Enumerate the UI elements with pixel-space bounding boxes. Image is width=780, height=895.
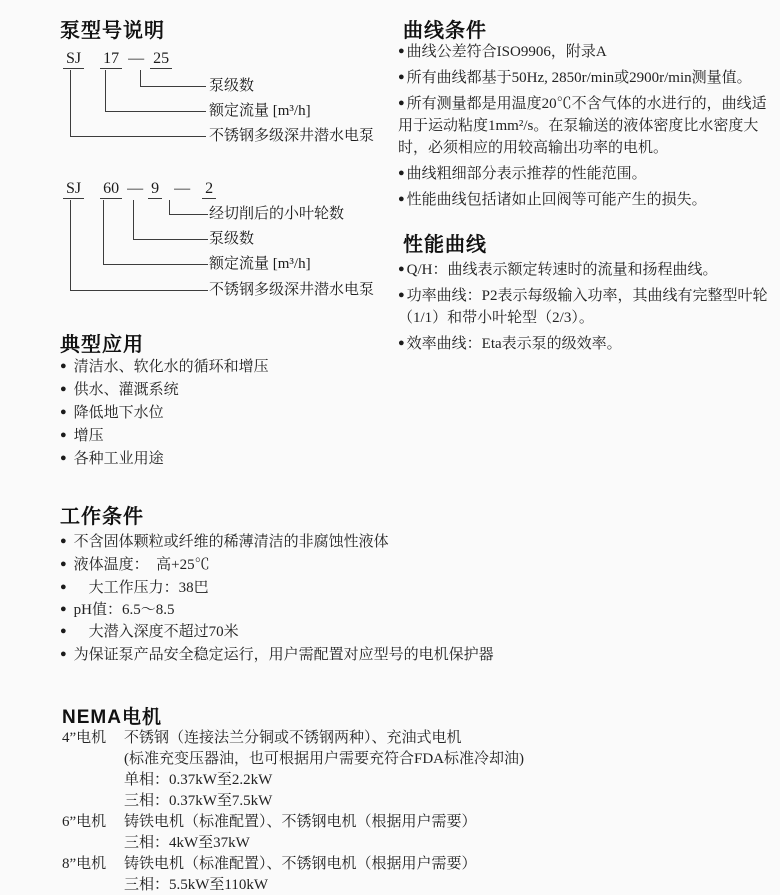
list-item (60, 598, 175, 619)
model-token-stages: 25 (150, 50, 172, 69)
list-item (60, 620, 239, 641)
list-item-text: 为保证泵产品安全稳定运行，用户需配置对应型号的电机保护器 (73, 647, 494, 663)
motor-spec-lines (124, 854, 662, 895)
list-item (398, 66, 772, 89)
motor-spec-line: 不锈钢（连接法兰分铜或不锈钢两种）、充油式电机 (124, 730, 462, 746)
list-item-text: 大工作压力：38巴 (73, 580, 209, 596)
callout-series: 不锈钢多级深井潜水电泵 (209, 282, 375, 298)
list-item (60, 576, 209, 597)
motor-spec-line: 单相：0.37kW至2.2kW (124, 772, 273, 788)
bullet-icon: ● (398, 97, 405, 109)
motor-spec-line: 三相：4kW至37kW (124, 835, 250, 851)
list-item-text: 曲线公差符合ISO9906，附录A (406, 44, 607, 60)
list-item (60, 643, 494, 664)
list-item-text: 降低地下水位 (73, 405, 164, 421)
nema-row (62, 854, 662, 895)
performance-curves-list (398, 258, 772, 358)
motor-spec-line: 铸铁电机（标准配置）、不锈钢电机（根据用户需要） (124, 814, 477, 830)
list-item (60, 530, 389, 551)
bullet-icon: ● (398, 337, 405, 349)
callout-flow: 额定流量 [m³/h] (209, 256, 311, 272)
curve-conditions-list (398, 40, 772, 214)
motor-spec-line: 铸铁电机（标准配置）、不锈钢电机（根据用户需要） (124, 856, 477, 872)
model-dash: — (174, 180, 191, 197)
bullet-icon: ● (60, 452, 67, 464)
list-item-text: 功率曲线：P2表示每级输入功率，其曲线有完整型叶轮（1/1）和带小叶轮型（2/3）。 (398, 288, 768, 326)
model-dash: — (127, 180, 144, 197)
list-item-text: 曲线粗细部分表示推荐的性能范围。 (406, 166, 647, 182)
bullet-icon: ● (60, 603, 67, 615)
list-item-text: 大潜入深度不超过70米 (73, 624, 239, 640)
motor-size-label: 4”电机 (62, 730, 107, 746)
list-item-text: 所有测量都是用温度20℃不含气体的水进行的，曲线适用于运动粘度1mm²/s。在泵输送的液体密度比水密度大时，必须相应的用较高输出功率的电机。 (398, 96, 767, 156)
bullet-icon: ● (398, 71, 405, 83)
list-item (398, 258, 772, 281)
motor-spec-line: 三相：5.5kW至110kW (124, 877, 269, 893)
bullet-icon: ● (60, 558, 67, 570)
list-item (398, 332, 772, 355)
motor-spec-lines (124, 728, 662, 812)
bullet-icon: ● (398, 289, 405, 301)
bullet-icon: ● (398, 263, 405, 275)
model-code (63, 180, 216, 199)
list-item (398, 188, 772, 211)
model-token-flow: 60 (100, 180, 122, 199)
bullet-icon: ● (398, 193, 405, 205)
nema-row (62, 812, 662, 854)
list-item (60, 424, 104, 445)
bullet-icon: ● (60, 406, 67, 418)
bullet-icon: ● (398, 167, 405, 179)
bullet-icon: ● (398, 45, 405, 57)
list-item-text: Q/H：曲线表示额定转速时的流量和扬程曲线。 (406, 262, 718, 278)
list-item (60, 553, 210, 574)
list-item-text: 性能曲线包括诸如止回阀等可能产生的损失。 (406, 192, 707, 208)
list-item-text: 各种工业用途 (73, 451, 164, 467)
bullet-icon: ● (60, 360, 67, 372)
bullet-icon: ● (60, 535, 67, 547)
model-dash: — (128, 50, 145, 67)
typical-applications-title: 典型应用 (60, 334, 144, 356)
list-item-text: 清洁水、软化水的循环和增压 (73, 359, 269, 375)
model-token-series: SJ (63, 50, 84, 69)
callout-stages: 泵级数 (209, 231, 255, 247)
list-item (60, 378, 179, 399)
model-code (63, 50, 172, 69)
callout-reduced-impellers: 经切削后的小叶轮数 (209, 206, 345, 222)
nema-motors-table (62, 728, 662, 895)
model-token-stages: 9 (148, 180, 162, 199)
list-item-text: 效率曲线：Eta表示泵的级效率。 (406, 336, 622, 352)
model-token-series: SJ (63, 180, 84, 199)
motor-size-label: 8”电机 (62, 856, 107, 872)
bullet-icon: ● (60, 383, 67, 395)
working-conditions-title: 工作条件 (60, 506, 144, 528)
list-item-text: pH值：6.5～8.5 (73, 602, 175, 618)
list-item-text: 所有曲线都基于50Hz, 2850r/min或2900r/min测量值。 (406, 70, 752, 86)
motor-spec-line: 三相：0.37kW至7.5kW (124, 793, 273, 809)
nema-motors-title: NEMA电机 (62, 707, 162, 728)
model-token-flow: 17 (100, 50, 122, 69)
model-diagram-sj-60-9-2 (63, 180, 393, 302)
list-item (398, 284, 772, 329)
list-item-text: 增压 (73, 428, 104, 444)
callout-flow: 额定流量 [m³/h] (209, 103, 311, 119)
leader-line (70, 200, 208, 291)
motor-spec-line: (标准充变压器油，也可根据用户需要充符合FDA标准冷却油) (124, 751, 525, 767)
callout-series: 不锈钢多级深井潜水电泵 (209, 128, 375, 144)
list-item (398, 92, 772, 159)
bullet-icon: ● (60, 429, 67, 441)
model-diagram-sj-17-25 (63, 50, 393, 150)
motor-size-label: 6”电机 (62, 814, 107, 830)
performance-curves-title: 性能曲线 (403, 234, 487, 256)
model-token-reduced-impellers: 2 (202, 180, 216, 199)
list-item (60, 401, 164, 422)
list-item (398, 40, 772, 63)
list-item (60, 355, 269, 376)
bullet-icon: ● (60, 625, 67, 637)
nema-row (62, 728, 662, 812)
list-item (60, 447, 164, 468)
curve-conditions-title: 曲线条件 (403, 20, 487, 42)
list-item-text: 不含固体颗粒或纤维的稀薄清洁的非腐蚀性液体 (73, 534, 389, 550)
bullet-icon: ● (60, 648, 67, 660)
list-item-text: 液体温度： 高+25℃ (73, 557, 210, 573)
motor-spec-lines (124, 812, 662, 854)
list-item-text: 供水、灌溉系统 (73, 382, 179, 398)
pump-model-title: 泵型号说明 (60, 20, 165, 42)
bullet-icon: ● (60, 581, 67, 593)
callout-stages: 泵级数 (209, 78, 255, 94)
list-item (398, 162, 772, 185)
leader-line (70, 70, 206, 137)
